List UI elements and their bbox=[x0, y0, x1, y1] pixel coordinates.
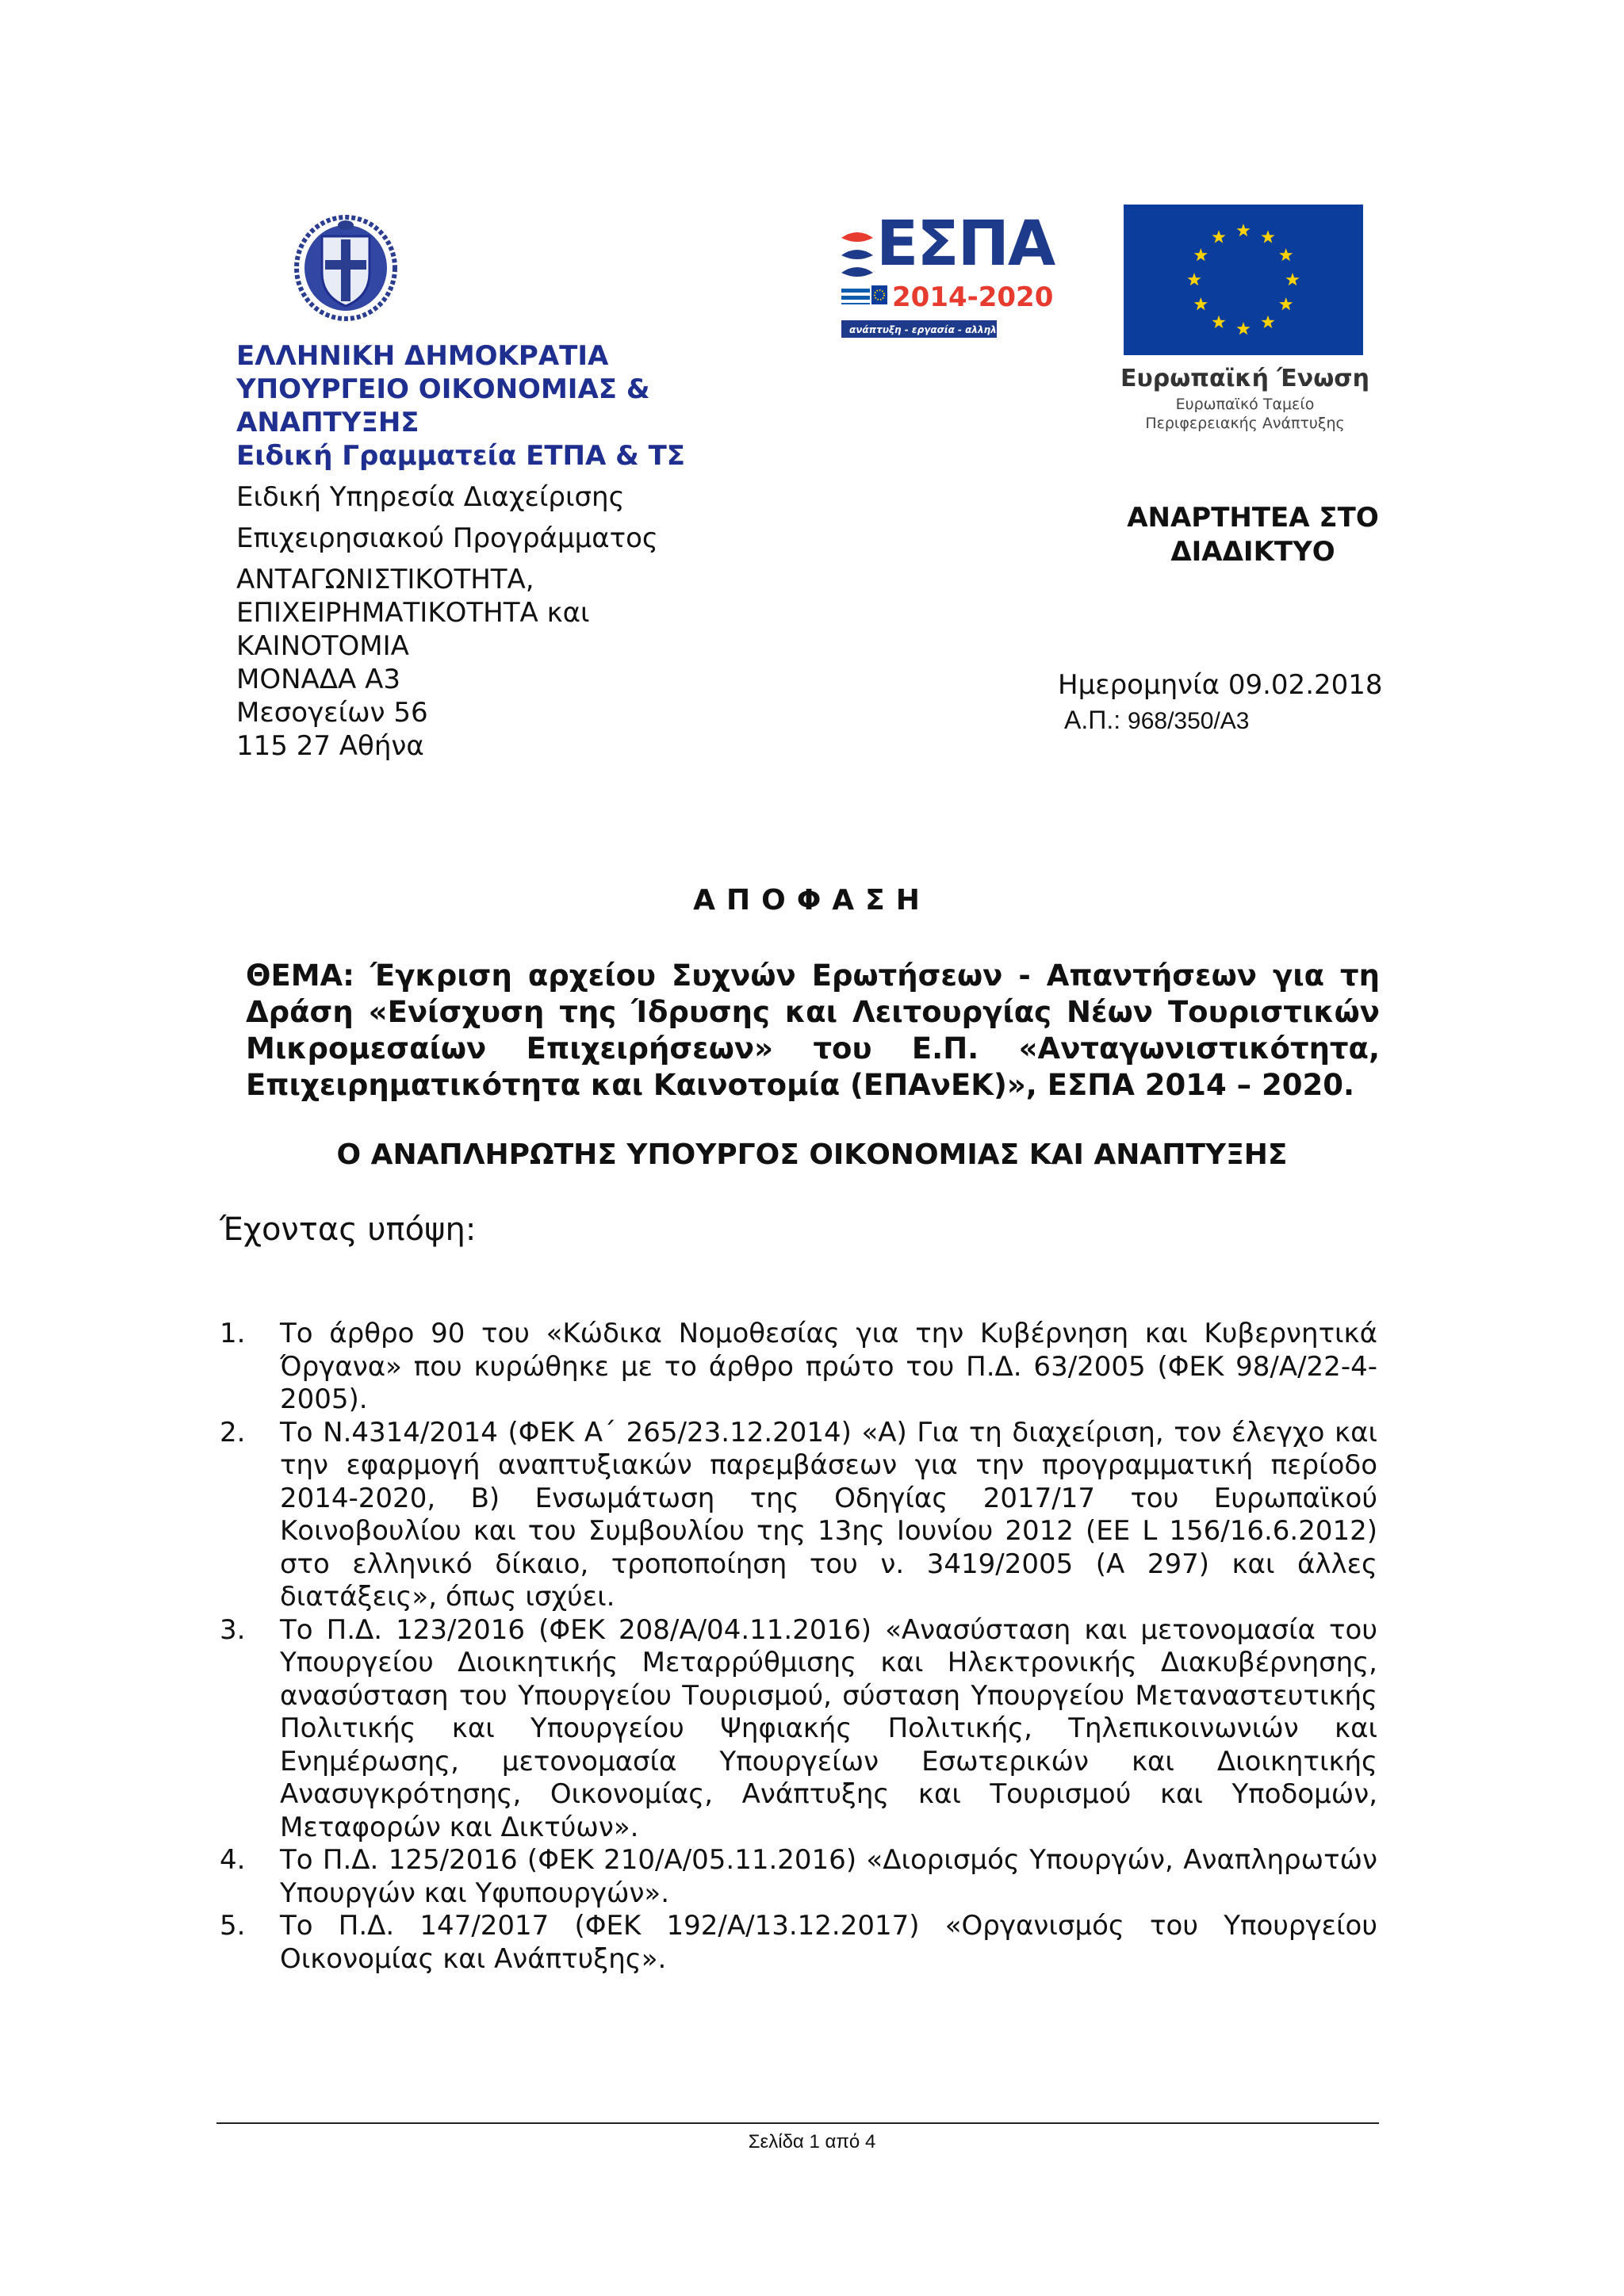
address-city: 115 27 Αθήνα bbox=[236, 730, 424, 762]
eu-fund-line2: Περιφερειακής Ανάπτυξης bbox=[1145, 415, 1345, 432]
document-date: Ημερομηνία 09.02.2018 bbox=[1058, 669, 1383, 701]
publish-online-notice bbox=[1094, 501, 1411, 569]
espa-logo bbox=[837, 203, 1055, 350]
list-item bbox=[220, 1614, 1377, 1845]
protocol-value: 968/350/Α3 bbox=[1128, 708, 1250, 734]
country-name: ΕΛΛΗΝΙΚΗ ΔΗΜΟΚΡΑΤΙΑ bbox=[236, 340, 609, 372]
list-item-number: 2. bbox=[220, 1416, 246, 1448]
ministry-name-line1: ΥΠΟΥΡΓΕΙΟ ΟΙΚΟΝΟΜΙΑΣ & bbox=[236, 373, 650, 405]
secretariat-name: Ειδική Γραμματεία ΕΤΠΑ & ΤΣ bbox=[236, 440, 686, 472]
eu-fund-line1: Ευρωπαϊκό Ταμείο bbox=[1175, 396, 1315, 413]
service-line1: Ειδική Υπηρεσία Διαχείρισης bbox=[236, 481, 625, 513]
list-item-number: 1. bbox=[220, 1318, 246, 1349]
eu-caption bbox=[1102, 363, 1388, 433]
list-item-text: Το Π.Δ. 125/2016 (ΦΕΚ 210/Α/05.11.2016) «Διορισμός Υπουργών, Αναπληρωτών Υπουργών και Υφυπουργών». bbox=[280, 1844, 1377, 1909]
eu-flag-logo bbox=[1124, 205, 1363, 355]
service-line2: Επιχειρησιακού Προγράμματος bbox=[236, 522, 658, 554]
list-item bbox=[220, 1844, 1377, 1910]
programme-line1: ΑΝΤΑΓΩΝΙΣΤΙΚΟΤΗΤΑ, bbox=[236, 564, 534, 595]
list-item bbox=[220, 1910, 1377, 1976]
espa-tagline: ανάπτυξη - εργασία - αλληλεγγύη bbox=[849, 324, 1028, 335]
sender-block bbox=[236, 339, 728, 763]
eu-name: Ευρωπαϊκή Ένωση bbox=[1120, 365, 1370, 392]
protocol-number bbox=[1064, 704, 1250, 737]
espa-years: 2014-2020 bbox=[892, 281, 1054, 313]
list-item-text: Το Ν.4314/2014 (ΦΕΚ Α΄ 265/23.12.2014) «Α) Για τη διαχείριση, τον έλεγχο και την εφαρμογή αναπτυξιακών παρεμβάσεων για την προγραμματική περίοδο 2014-2020, Β) Ενσωμάτωση της Οδηγίας 2017/17 του Ευρωπαϊκού Κοινοβουλίου και του Συμβουλίου της 13ης Ιουνίου 2012 (ΕΕ L 156/16.6.2012) στο ελληνικό δίκαιο, τροποποίηση του ν. 3419/2005 (Α 297) και άλλες διατάξεις», όπως ισχύει. bbox=[280, 1416, 1377, 1613]
programme-line3: ΚΑΙΝΟΤΟΜΙΑ bbox=[236, 630, 409, 662]
unit-name: ΜΟΝΑΔΑ Α3 bbox=[236, 664, 401, 695]
list-item-text: Το άρθρο 90 του «Κώδικα Νομοθεσίας για την Κυβέρνηση και Κυβερνητικά Όργανα» που κυρώθηκε με το άρθρο πρώτο του Π.Δ. 63/2005 (ΦΕΚ 98/Α/22-4-2005). bbox=[280, 1318, 1377, 1415]
programme-line2: ΕΠΙΧΕΙΡΗΜΑΤΙΚΟΤΗΤΑ και bbox=[236, 597, 590, 629]
subject-paragraph: ΘΕΜΑ: Έγκριση αρχείου Συχνών Ερωτήσεων - Απαντήσεων για τη Δράση «Ενίσχυση της Ίδρυσης και Λειτουργίας Νέων Τουριστικών Μικρομεσαίων Επιχειρήσεων» του Ε.Π. «Ανταγωνιστικότητα, Επιχειρηματικότητα και Καινοτομία (ΕΠΑνΕΚ)», ΕΣΠΑ 2014 – 2020. bbox=[246, 959, 1380, 1102]
list-item-text: Το Π.Δ. 123/2016 (ΦΕΚ 208/Α/04.11.2016) «Ανασύσταση και μετονομασία του Υπουργείου Διοικητικής Μεταρρύθμισης και Ηλεκτρονικής Διακυβέρνησης, ανασύσταση του Υπουργείου Τουρισμού, σύσταση Υπουργείου Μεταναστευτικής Πολιτικής και Υπουργείου Ψηφιακής Πολιτικής, Τηλεπικοινωνιών και Ενημέρωσης, μετονομασία Υπουργείων Εσωτερικών και Διοικητικής Ανασυγκρότησης, Οικονομίας, Ανάπτυξης και Τουρισμού και Υποδομών, Μεταφορών και Δικτύων». bbox=[280, 1613, 1377, 1843]
ministry-name-line2: ΑΝΑΠΤΥΞΗΣ bbox=[236, 407, 419, 438]
list-item-text: Το Π.Δ. 147/2017 (ΦΕΚ 192/Α/13.12.2017) «Οργανισμός του Υπουργείου Οικονομίας και Ανάπτυξης». bbox=[280, 1910, 1377, 1975]
list-item-number: 5. bbox=[220, 1910, 246, 1942]
page-number: Σελίδα 1 από 4 bbox=[748, 2131, 876, 2152]
considering-label: Έχοντας υπόψη: bbox=[220, 1211, 477, 1248]
list-item-number: 3. bbox=[220, 1613, 246, 1646]
list-item bbox=[220, 1417, 1377, 1614]
publish-line1: ΑΝΑΡΤΗΤΕΑ ΣΤΟ bbox=[1127, 502, 1379, 534]
footer-divider bbox=[216, 2122, 1379, 2124]
greek-coat-of-arms-logo bbox=[292, 209, 400, 323]
decision-title: ΑΠΟΦΑΣΗ bbox=[693, 884, 931, 916]
legal-basis-list bbox=[220, 1318, 1377, 1976]
minister-heading: Ο ΑΝΑΠΛΗΡΩΤΗΣ ΥΠΟΥΡΓΟΣ ΟΙΚΟΝΟΜΙΑΣ ΚΑΙ ΑΝΑΠΤΥΞΗΣ bbox=[336, 1138, 1288, 1171]
list-item-number: 4. bbox=[220, 1844, 246, 1876]
list-item bbox=[220, 1318, 1377, 1417]
protocol-label: Α.Π.: bbox=[1064, 706, 1128, 734]
espa-wordmark: ΕΣΠΑ bbox=[876, 209, 1055, 280]
publish-line2: ΔΙΑΔΙΚΤΥΟ bbox=[1170, 536, 1335, 568]
address-street: Μεσογείων 56 bbox=[236, 697, 428, 729]
